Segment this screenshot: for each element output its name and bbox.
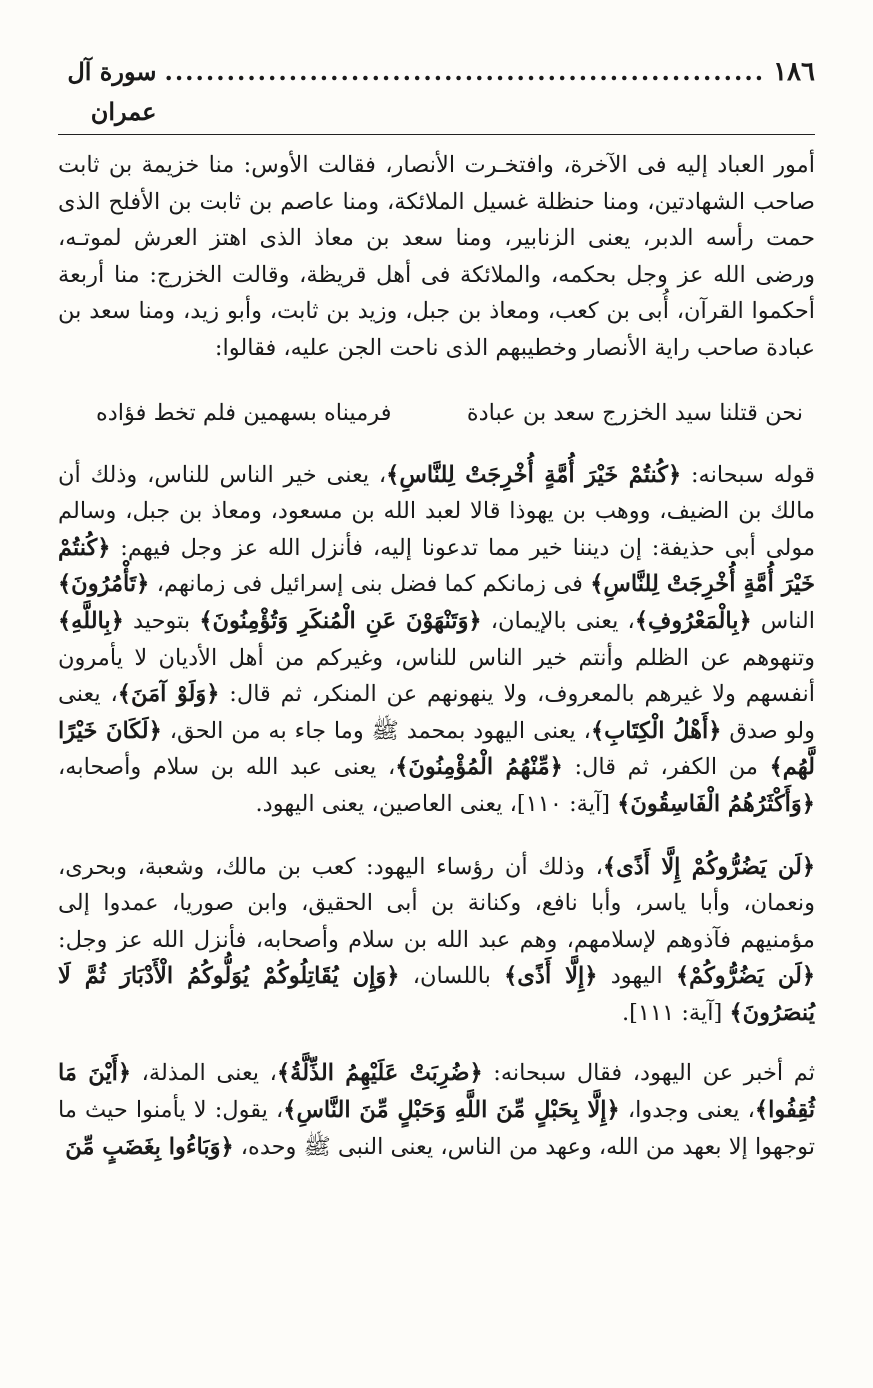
quran-quote: ﴿وَأَكْثَرُهُمُ الْفَاسِقُونَ﴾ <box>617 790 815 817</box>
quran-quote: ﴿كُنتُمْ خَيْرَ أُمَّةٍ أُخْرِجَتْ لِلنَّاسِ﴾ <box>58 534 816 598</box>
text-run: قوله سبحانه: <box>681 461 816 488</box>
text-run: بتوحيد <box>123 607 200 634</box>
quran-quote: ﴿بِالْمَعْرُوفِ﴾ <box>634 607 752 634</box>
quran-quote: ﴿مِّنْهُمُ الْمُؤْمِنُونَ﴾ <box>395 754 563 781</box>
surah-title: سورة آل عمران <box>67 57 157 126</box>
quran-quote: ﴿لَكَانَ خَيْرًا لَّهُم﴾ <box>58 717 815 781</box>
quran-quote: ﴿إِلَّا بِحَبْلٍ مِّنَ اللَّهِ وَحَبْلٍ مِّنَ النَّاسِ﴾ <box>283 1097 620 1124</box>
text-run: ، يعنى اليهود بمحمد ﷺ وما جاء به من الحق، <box>161 717 591 744</box>
paragraph-best-nation <box>58 457 815 823</box>
quran-quote: ﴿وَإِن يُقَاتِلُوكُمْ يُوَلُّوكُمُ الْأَدْبَارَ ثُمَّ لَا يُنصَرُونَ﴾ <box>58 963 815 1026</box>
quran-quote: ﴿إِلَّا أَذًى﴾ <box>504 963 598 990</box>
quran-quote: ﴿وَتَنْهَوْنَ عَنِ الْمُنكَرِ وَتُؤْمِنُونَ﴾ <box>199 607 482 634</box>
header-leader-dots: .......................................................... <box>164 57 766 86</box>
paragraph-harm <box>58 849 815 1032</box>
paragraph-humiliation <box>58 1055 815 1165</box>
text-run: ، يعنى بالإيمان، <box>481 607 635 634</box>
text-run: فى زمانكم كما فضل بنى إسرائيل فى زمانهم، <box>149 571 591 598</box>
verse-hemistich-second: فرميناه بسهمين فلم تخط فؤاده <box>96 399 392 426</box>
poem-verse <box>96 395 803 431</box>
quran-quote: ﴿لَن يَضُرُّوكُمْ إِلَّا أَذًى﴾ <box>602 853 816 880</box>
text-run: ، يقول: لا يأمنوا حيث ما توجهوا إلا بعهد من الله، وعهد من الناس، يعنى النبى ﷺ وحده، <box>58 1097 815 1160</box>
verse-hemistich-first: نحن قتلنا سيد الخزرج سعد بن عبادة <box>466 399 803 426</box>
quran-quote: ﴿أَهْلُ الْكِتَابِ﴾ <box>590 717 722 744</box>
text-run: ، يعنى وجدوا، <box>619 1097 755 1124</box>
quran-quote: ﴿أَيْنَ مَا ثُقِفُوا﴾ <box>58 1060 815 1124</box>
quran-quote: ﴿تَأْمُرُونَ﴾ <box>58 571 150 598</box>
quran-quote: ﴿لَن يَضُرُّوكُمْ﴾ <box>675 963 815 990</box>
text-run: الناس <box>751 607 815 634</box>
text-run: ، يعنى خير الناس للناس، وذلك أن مالك بن الضيف، ووهب بن يهوذا قالا لعبد الله بن مسعود، ومعاذ بن جبل، وسالم مولى أبى حذيفة: إن ديننا خير مما تدعونا إليه، فأنزل الله عز وجل فيهم: <box>58 461 815 561</box>
text-run: اليهود <box>597 963 676 990</box>
quran-quote: ﴿بِاللَّهِ﴾ <box>58 607 124 634</box>
text-run: [آية: ١١١]. <box>621 999 730 1026</box>
quran-quote: ﴿ضُرِبَتْ عَلَيْهِمُ الذِّلَّةُ﴾ <box>276 1060 483 1087</box>
paragraph-ansar: أمور العباد إليه فى الآخرة، وافتخـرت الأنصار، فقالت الأوس: منا خزيمة بن ثابت صاحب الشهادتين، ومنا حنظلة غسيل الملائكة، ومنا عاصم بن ثابت بن الأفلح الذى حمت رأسه الدبر، يعنى الزنابير، ومنا سعد بن معاذ الذى اهتز العرش لموتـه، ورضى الله عز وجل بحكمه، والملائكة فى أهل قريظة، وقالت الخزرج: منا أربعة أحكموا القرآن، أُبى بن كعب، ومعاذ بن جبل، وزيد بن ثابت، وأبو زيد، ومنا سعد بن عبادة صاحب راية الأنصار وخطيبهم الذى ناحت الجن عليه، فقالوا: <box>58 152 815 361</box>
text-run: ، وذلك أن رؤساء اليهود: كعب بن مالك، وشعبة، وبحرى، ونعمان، وأبا ياسر، وأبا نافع، وكنانة بن أبى الحقيق، وابن صوريا، عمدوا إلى مؤمنيهم فآذوهم لإسلامهم، وهم عبد الله بن سلام وأصحابه، فأنزل الله عز وجل: <box>58 853 815 953</box>
text-run: باللسان، <box>399 963 505 990</box>
quran-quote: ﴿وَبَاءُوا بِغَضَبٍ مِّنَ <box>65 1133 234 1160</box>
quran-quote: ﴿وَلَوْ آمَنَ﴾ <box>117 681 220 708</box>
text-run: [آية: ١١٠]، يعنى العاصين، يعنى اليهود. <box>255 790 618 817</box>
body-text <box>58 147 815 1165</box>
page-number: ١٨٦ <box>773 57 815 87</box>
text-run: ، يعنى ولو صدق <box>58 681 815 744</box>
text-run: وتنهوهم عن الظلم وأنتم خير الناس للناس، وغيركم من أهل الأديان لا يأمرون أنفسهم ولا غيرهم بالمعروف، ولا ينهونهم عن المنكر، ثم قال: <box>58 644 816 708</box>
text-run: من الكفر، ثم قال: <box>562 754 770 781</box>
text-run: ، يعنى المذلة، <box>131 1060 277 1087</box>
text-run: ثم أخبر عن اليهود، فقال سبحانه: <box>482 1060 815 1087</box>
quran-quote: ﴿كُنتُمْ خَيْرَ أُمَّةٍ أُخْرِجَتْ لِلنَّاسِ﴾ <box>386 461 682 488</box>
running-header <box>58 52 815 135</box>
text-run: ، يعنى عبد الله بن سلام وأصحابه، <box>58 754 396 781</box>
